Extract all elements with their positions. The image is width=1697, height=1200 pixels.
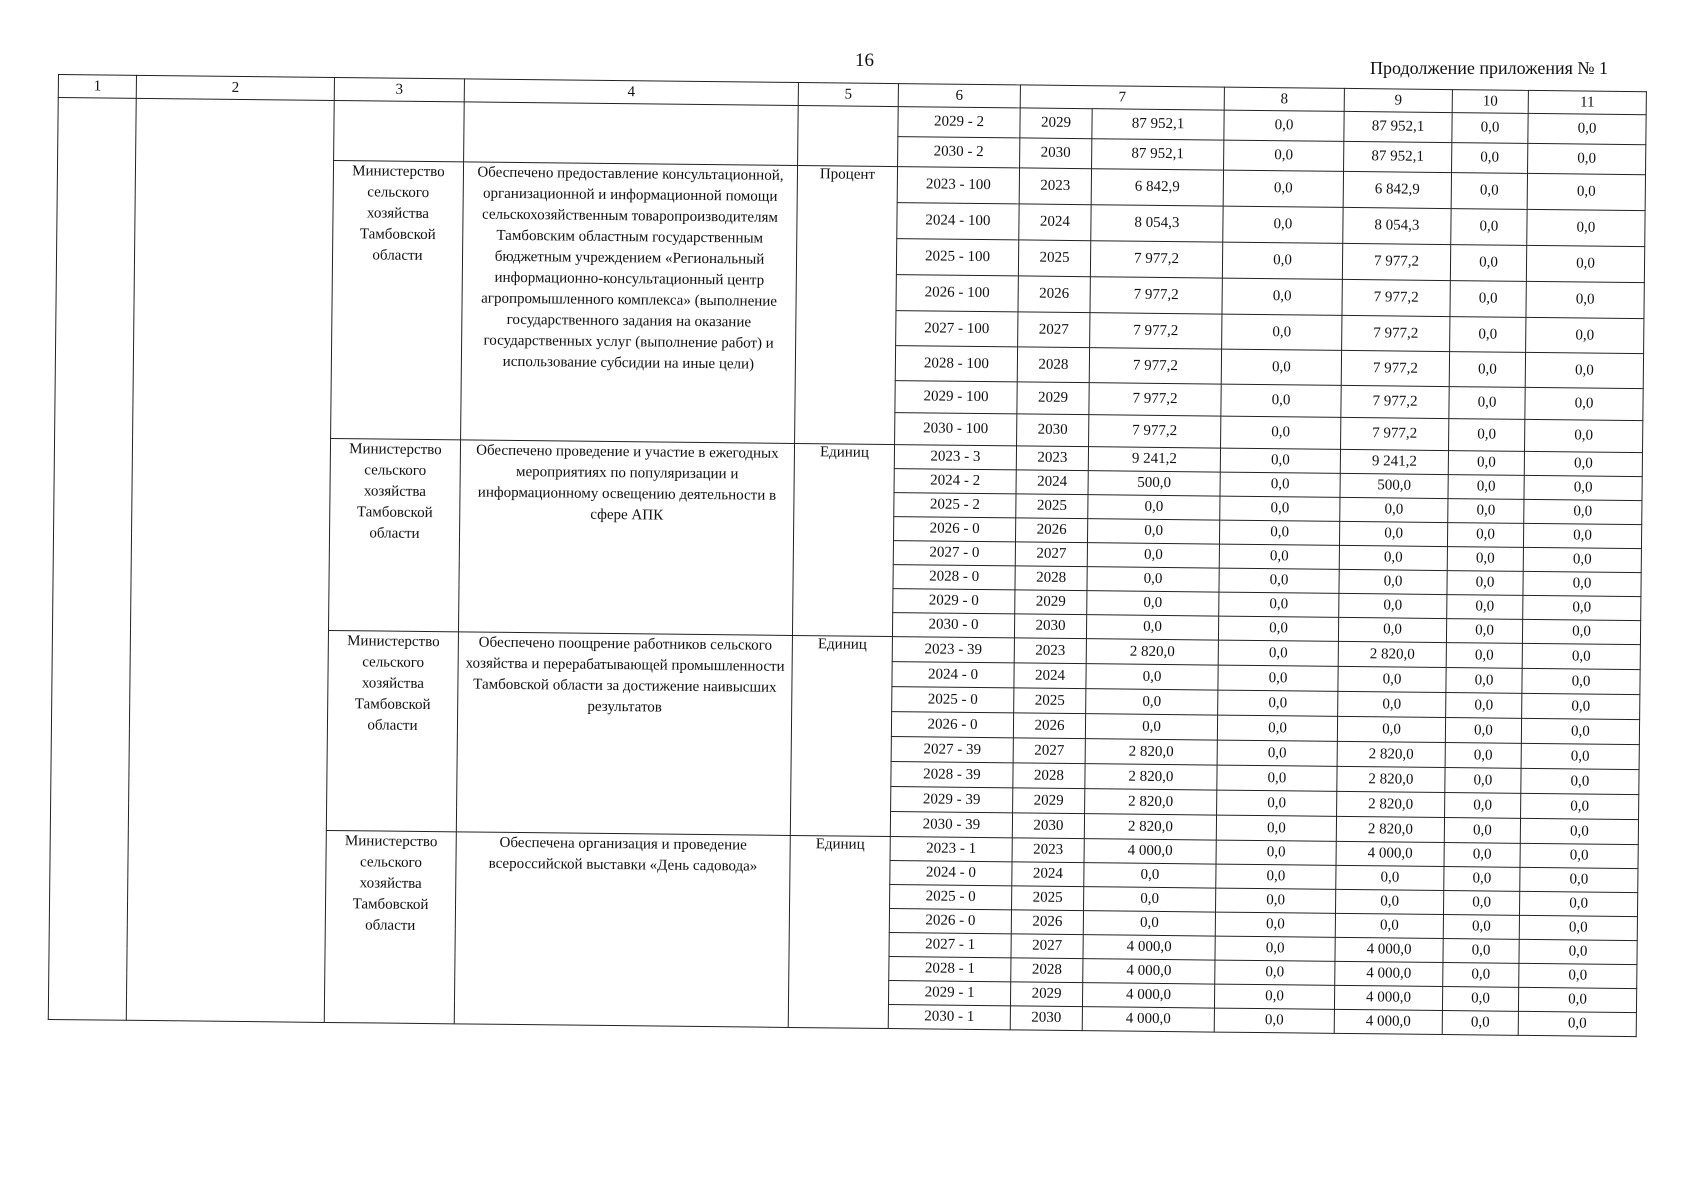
column-number: 6 [898,84,1020,108]
responsible-cell: Министерство сельского хозяйства Тамбовской области [331,160,464,439]
column-8-cell: 0,0 [1214,984,1334,1009]
total-cell: 7 977,2 [1090,277,1222,314]
indicator-cell: 2023 - 3 [894,445,1016,470]
page-number: 16 [855,50,874,71]
year-cell: 2027 [1011,934,1083,959]
column-9-cell: 4 000,0 [1334,985,1442,1010]
indicator-cell: 2023 - 100 [897,167,1019,204]
column-number: 5 [798,83,898,107]
result-cell [464,102,799,166]
column-10-cell: 0,0 [1443,891,1519,916]
column-10-cell: 0,0 [1447,595,1523,620]
column-9-cell: 500,0 [1340,473,1448,498]
total-cell: 0,0 [1087,567,1219,592]
year-cell: 2028 [1015,566,1087,591]
column-8-cell: 0,0 [1216,815,1336,841]
column-11-cell: 0,0 [1526,317,1644,353]
year-cell: 2023 [1012,838,1084,863]
column-10-cell: 0,0 [1448,451,1524,476]
column-9-cell: 2 820,0 [1337,791,1445,817]
total-cell: 9 241,2 [1088,447,1220,472]
column-10-cell: 0,0 [1449,387,1525,420]
year-cell: 2029 [1017,382,1089,415]
column-8-cell: 0,0 [1221,416,1341,449]
total-cell: 4 000,0 [1083,935,1215,960]
column-11-cell: 0,0 [1521,793,1639,819]
column-11-cell: 0,0 [1522,643,1640,669]
column-10-cell: 0,0 [1447,547,1523,572]
year-cell: 2026 [1018,276,1090,313]
indicator-cell: 2030 - 39 [890,812,1012,838]
year-cell: 2025 [1014,688,1086,714]
column-9-cell: 2 820,0 [1337,766,1445,792]
total-cell: 500,0 [1088,471,1220,496]
year-cell: 2026 [1013,713,1085,739]
column-8-cell: 0,0 [1220,472,1340,497]
column-11-cell: 0,0 [1519,891,1637,916]
column-10-cell: 0,0 [1450,281,1526,318]
column-8-cell: 0,0 [1221,384,1341,417]
column-11-cell: 0,0 [1528,143,1646,174]
column-11-cell: 0,0 [1519,939,1637,964]
result-cell: Обеспечена организация и проведение всероссийской выставки «День садовода» [454,832,790,1028]
column-10-cell: 0,0 [1447,523,1523,548]
year-cell: 2027 [1013,738,1085,764]
indicator-cell: 2024 - 0 [892,662,1014,688]
column-9-cell: 0,0 [1339,569,1447,594]
column-2-cell [126,98,334,1022]
column-11-cell: 0,0 [1523,523,1641,548]
year-cell: 2025 [1016,494,1088,519]
column-8-cell: 0,0 [1214,1008,1334,1033]
indicator-cell: 2024 - 100 [897,203,1019,240]
indicator-cell: 2028 - 39 [891,762,1013,788]
total-cell: 8 054,3 [1091,205,1223,242]
year-cell: 2026 [1015,518,1087,543]
column-8-cell: 0,0 [1216,864,1336,889]
year-cell: 2030 [1010,1006,1082,1031]
column-11-cell: 0,0 [1524,475,1642,500]
year-cell: 2026 [1011,910,1083,935]
year-cell: 2023 [1016,446,1088,471]
table-body [48,75,1646,1037]
column-8-cell: 0,0 [1222,278,1342,315]
column-10-cell: 0,0 [1451,173,1527,210]
total-cell: 87 952,1 [1092,109,1224,140]
total-cell: 87 952,1 [1092,139,1224,170]
indicator-cell: 2029 - 39 [891,787,1013,813]
column-10-cell: 0,0 [1451,209,1527,246]
column-9-cell: 87 952,1 [1344,141,1452,172]
column-8-cell: 0,0 [1220,496,1340,521]
year-cell: 2030 [1014,614,1086,639]
year-cell: 2028 [1017,347,1089,383]
indicator-cell: 2027 - 100 [896,311,1018,347]
column-10-cell: 0,0 [1446,693,1522,719]
year-cell: 2027 [1018,312,1090,348]
column-9-cell: 0,0 [1339,545,1447,570]
indicator-cell: 2025 - 0 [890,885,1012,910]
year-cell: 2028 [1011,958,1083,983]
column-8-cell: 0,0 [1219,544,1339,569]
column-10-cell: 0,0 [1449,419,1525,452]
year-cell: 2023 [1014,638,1086,664]
total-cell: 4 000,0 [1084,839,1216,864]
column-8-cell: 0,0 [1217,790,1337,816]
column-9-cell: 0,0 [1335,913,1443,938]
indicator-cell: 2025 - 0 [892,687,1014,713]
column-11-cell: 0,0 [1523,547,1641,572]
total-cell: 7 977,2 [1090,313,1222,349]
column-9-cell: 8 054,3 [1343,207,1451,244]
column-9-cell: 0,0 [1338,666,1446,692]
column-9-cell: 0,0 [1335,889,1443,914]
column-10-cell: 0,0 [1443,915,1519,940]
column-10-cell: 0,0 [1445,768,1521,794]
appendix-caption: Продолжение приложения № 1 [1370,58,1609,78]
column-11-cell: 0,0 [1523,571,1641,596]
column-9-cell: 7 977,2 [1341,350,1449,386]
column-8-cell: 0,0 [1220,448,1340,473]
column-11-cell: 0,0 [1523,595,1641,620]
total-cell: 0,0 [1086,664,1218,690]
column-10-cell: 0,0 [1444,843,1520,868]
column-number: 4 [464,79,798,106]
unit-cell: Процент [795,166,898,445]
column-8-cell: 0,0 [1215,960,1335,985]
indicator-cell: 2030 - 100 [895,413,1017,446]
column-9-cell: 7 977,2 [1342,243,1450,280]
indicator-cell: 2029 - 2 [898,107,1020,138]
column-8-cell: 0,0 [1216,840,1336,865]
column-10-cell: 0,0 [1445,793,1521,819]
total-cell: 4 000,0 [1082,983,1214,1008]
column-9-cell: 0,0 [1340,497,1448,522]
column-11-cell: 0,0 [1524,451,1642,476]
column-9-cell: 2 820,0 [1336,816,1444,842]
column-11-cell: 0,0 [1519,963,1637,988]
year-cell: 2030 [1017,414,1089,447]
column-8-cell: 0,0 [1218,690,1338,716]
column-number: 1 [58,75,136,99]
column-1-cell [48,98,136,1021]
year-cell: 2029 [1020,108,1092,139]
column-10-cell: 0,0 [1444,818,1520,844]
total-cell: 6 842,9 [1091,169,1223,206]
indicator-cell: 2030 - 0 [892,613,1014,638]
year-cell: 2024 [1019,204,1091,241]
column-11-cell: 0,0 [1521,743,1639,769]
total-cell: 0,0 [1084,863,1216,888]
year-cell: 2028 [1013,763,1085,789]
column-10-cell: 0,0 [1445,743,1521,769]
column-11-cell: 0,0 [1518,987,1636,1012]
indicator-cell: 2028 - 100 [895,346,1017,382]
responsible-cell: Министерство сельского хозяйства Тамбовской области [326,630,458,831]
column-10-cell: 0,0 [1448,499,1524,524]
total-cell: 4 000,0 [1083,959,1215,984]
column-11-cell: 0,0 [1525,352,1643,388]
column-11-cell: 0,0 [1520,843,1638,868]
column-11-cell: 0,0 [1521,718,1639,744]
result-cell: Обеспечено предоставление консультационной, организационной и информационной помощи сельскохозяйственным товаропроизводителям Тамбовским областным государственным бюджетным учреждением «Региональный информационно-консультационный центр агропромышленного комплекса» (выполнение государственного задания на оказание государственных услуг (выполнение работ) и использование субсидии на иные цели) [461,162,798,444]
column-number: 8 [1224,87,1344,111]
column-11-cell: 0,0 [1525,419,1643,452]
column-8-cell: 0,0 [1219,568,1339,593]
total-cell: 7 977,2 [1089,348,1221,384]
column-11-cell: 0,0 [1526,281,1644,318]
column-9-cell: 0,0 [1338,691,1446,717]
document-sheet [47,74,1646,1129]
column-11-cell: 0,0 [1522,668,1640,694]
indicator-cell: 2026 - 0 [891,712,1013,738]
column-9-cell: 7 977,2 [1342,279,1450,316]
total-cell: 0,0 [1087,519,1219,544]
column-11-cell: 0,0 [1527,209,1645,246]
total-cell: 7 977,2 [1090,241,1222,278]
indicator-cell: 2029 - 1 [888,981,1010,1006]
column-10-cell: 0,0 [1446,619,1522,644]
result-cell: Обеспечено поощрение работников сельского хозяйства и перерабатывающей промышленности Тамбовской области за достижение наивысших результатов [456,632,792,836]
total-cell: 0,0 [1084,887,1216,912]
year-cell: 2030 [1020,138,1092,169]
column-10-cell: 0,0 [1450,317,1526,353]
year-cell: 2023 [1019,168,1091,205]
indicator-cell: 2027 - 1 [889,933,1011,958]
column-11-cell: 0,0 [1525,387,1643,420]
column-11-cell: 0,0 [1524,499,1642,524]
column-10-cell: 0,0 [1446,643,1522,669]
total-cell: 0,0 [1087,543,1219,568]
column-9-cell: 0,0 [1339,593,1447,618]
indicator-cell: 2026 - 100 [896,275,1018,312]
total-cell: 7 977,2 [1089,383,1221,416]
column-8-cell: 0,0 [1215,888,1335,913]
total-cell: 7 977,2 [1089,415,1221,448]
total-cell: 2 820,0 [1084,814,1216,840]
column-number: 3 [334,77,464,101]
total-cell: 2 820,0 [1085,789,1217,815]
column-9-cell: 0,0 [1337,716,1445,742]
column-11-cell: 0,0 [1527,173,1645,210]
indicator-cell: 2029 - 0 [893,589,1015,614]
column-11-cell: 0,0 [1522,619,1640,644]
column-number: 7 [1020,85,1224,110]
total-cell: 4 000,0 [1082,1007,1214,1032]
column-number: 10 [1452,90,1528,114]
indicator-cell: 2027 - 39 [891,737,1013,763]
indicator-cell: 2025 - 100 [896,239,1018,276]
column-8-cell: 0,0 [1218,616,1338,641]
indicator-cell: 2024 - 2 [894,469,1016,494]
column-10-cell: 0,0 [1449,352,1525,388]
indicator-cell: 2029 - 100 [895,381,1017,414]
total-cell: 2 820,0 [1085,739,1217,765]
column-10-cell: 0,0 [1446,668,1522,694]
column-10-cell: 0,0 [1447,571,1523,596]
column-10-cell: 0,0 [1443,963,1519,988]
year-cell: 2025 [1012,886,1084,911]
year-cell: 2029 [1013,788,1085,814]
column-11-cell: 0,0 [1526,245,1644,282]
column-11-cell: 0,0 [1519,915,1637,940]
program-table [48,74,1647,1037]
column-8-cell: 0,0 [1224,110,1344,141]
unit-cell: Единиц [790,635,892,836]
column-8-cell: 0,0 [1217,740,1337,766]
column-11-cell: 0,0 [1521,768,1639,794]
column-9-cell: 7 977,2 [1342,315,1450,351]
column-8-cell: 0,0 [1219,592,1339,617]
column-8-cell: 0,0 [1215,936,1335,961]
responsible-cell: Министерство сельского хозяйства Тамбовской области [324,830,456,1023]
year-cell: 2025 [1018,240,1090,277]
column-11-cell: 0,0 [1520,867,1638,892]
total-cell: 0,0 [1087,591,1219,616]
year-cell: 2029 [1015,590,1087,615]
total-cell: 0,0 [1086,689,1218,715]
indicator-cell: 2025 - 2 [894,493,1016,518]
column-8-cell: 0,0 [1217,765,1337,791]
indicator-cell: 2027 - 0 [893,541,1015,566]
column-11-cell: 0,0 [1528,113,1646,144]
column-10-cell: 0,0 [1452,113,1528,144]
column-11-cell: 0,0 [1518,1011,1636,1036]
column-10-cell: 0,0 [1452,143,1528,174]
indicator-cell: 2023 - 1 [890,837,1012,862]
column-9-cell: 87 952,1 [1344,111,1452,142]
column-8-cell: 0,0 [1215,912,1335,937]
column-number: 11 [1528,90,1646,114]
column-8-cell: 0,0 [1222,242,1342,279]
indicator-cell: 2028 - 1 [889,957,1011,982]
indicator-cell: 2030 - 2 [898,137,1020,168]
column-number: 9 [1344,88,1452,112]
column-8-cell: 0,0 [1218,665,1338,691]
total-cell: 0,0 [1083,911,1215,936]
column-11-cell: 0,0 [1522,693,1640,719]
result-cell: Обеспечено проведение и участие в ежегодных мероприятиях по популяризации и информационному освещению деятельности в сфере АПК [458,440,794,636]
column-10-cell: 0,0 [1448,475,1524,500]
column-8-cell: 0,0 [1224,140,1344,171]
column-8-cell: 0,0 [1223,206,1343,243]
column-11-cell: 0,0 [1520,818,1638,844]
unit-cell: Единиц [792,443,894,636]
year-cell: 2030 [1012,813,1084,839]
column-9-cell: 0,0 [1336,865,1444,890]
total-cell: 0,0 [1088,495,1220,520]
column-9-cell: 7 977,2 [1341,385,1449,418]
column-10-cell: 0,0 [1442,987,1518,1012]
total-cell: 0,0 [1085,714,1217,740]
column-9-cell: 4 000,0 [1335,937,1443,962]
responsible-cell: Министерство сельского хозяйства Тамбовской области [328,438,460,631]
column-10-cell: 0,0 [1450,245,1526,282]
year-cell: 2024 [1012,862,1084,887]
indicator-cell: 2028 - 0 [893,565,1015,590]
column-8-cell: 0,0 [1222,314,1342,350]
column-10-cell: 0,0 [1443,939,1519,964]
column-8-cell: 0,0 [1217,715,1337,741]
column-9-cell: 4 000,0 [1335,961,1443,986]
column-10-cell: 0,0 [1442,1011,1518,1036]
column-9-cell: 2 820,0 [1338,641,1446,667]
year-cell: 2024 [1014,663,1086,689]
responsible-cell [334,100,465,161]
column-8-cell: 0,0 [1221,349,1341,385]
unit-cell: Единиц [788,835,890,1028]
column-9-cell: 4 000,0 [1336,841,1444,866]
year-cell: 2027 [1015,542,1087,567]
indicator-cell: 2026 - 0 [894,517,1016,542]
total-cell: 0,0 [1086,615,1218,640]
column-9-cell: 7 977,2 [1341,417,1449,450]
column-10-cell: 0,0 [1444,867,1520,892]
column-9-cell: 4 000,0 [1334,1009,1442,1034]
column-8-cell: 0,0 [1223,170,1343,207]
column-8-cell: 0,0 [1219,520,1339,545]
year-cell: 2024 [1016,470,1088,495]
indicator-cell: 2024 - 0 [890,861,1012,886]
column-10-cell: 0,0 [1445,718,1521,744]
column-9-cell: 0,0 [1339,521,1447,546]
column-9-cell: 9 241,2 [1340,449,1448,474]
indicator-cell: 2026 - 0 [889,909,1011,934]
column-number: 2 [136,75,334,100]
total-cell: 2 820,0 [1085,764,1217,790]
column-9-cell: 0,0 [1338,617,1446,642]
column-9-cell: 6 842,9 [1343,171,1451,208]
total-cell: 2 820,0 [1086,639,1218,665]
year-cell: 2029 [1010,982,1082,1007]
indicator-cell: 2023 - 39 [892,637,1014,663]
column-8-cell: 0,0 [1218,640,1338,666]
column-9-cell: 2 820,0 [1337,741,1445,767]
indicator-cell: 2030 - 1 [888,1005,1010,1030]
unit-cell [798,106,899,167]
